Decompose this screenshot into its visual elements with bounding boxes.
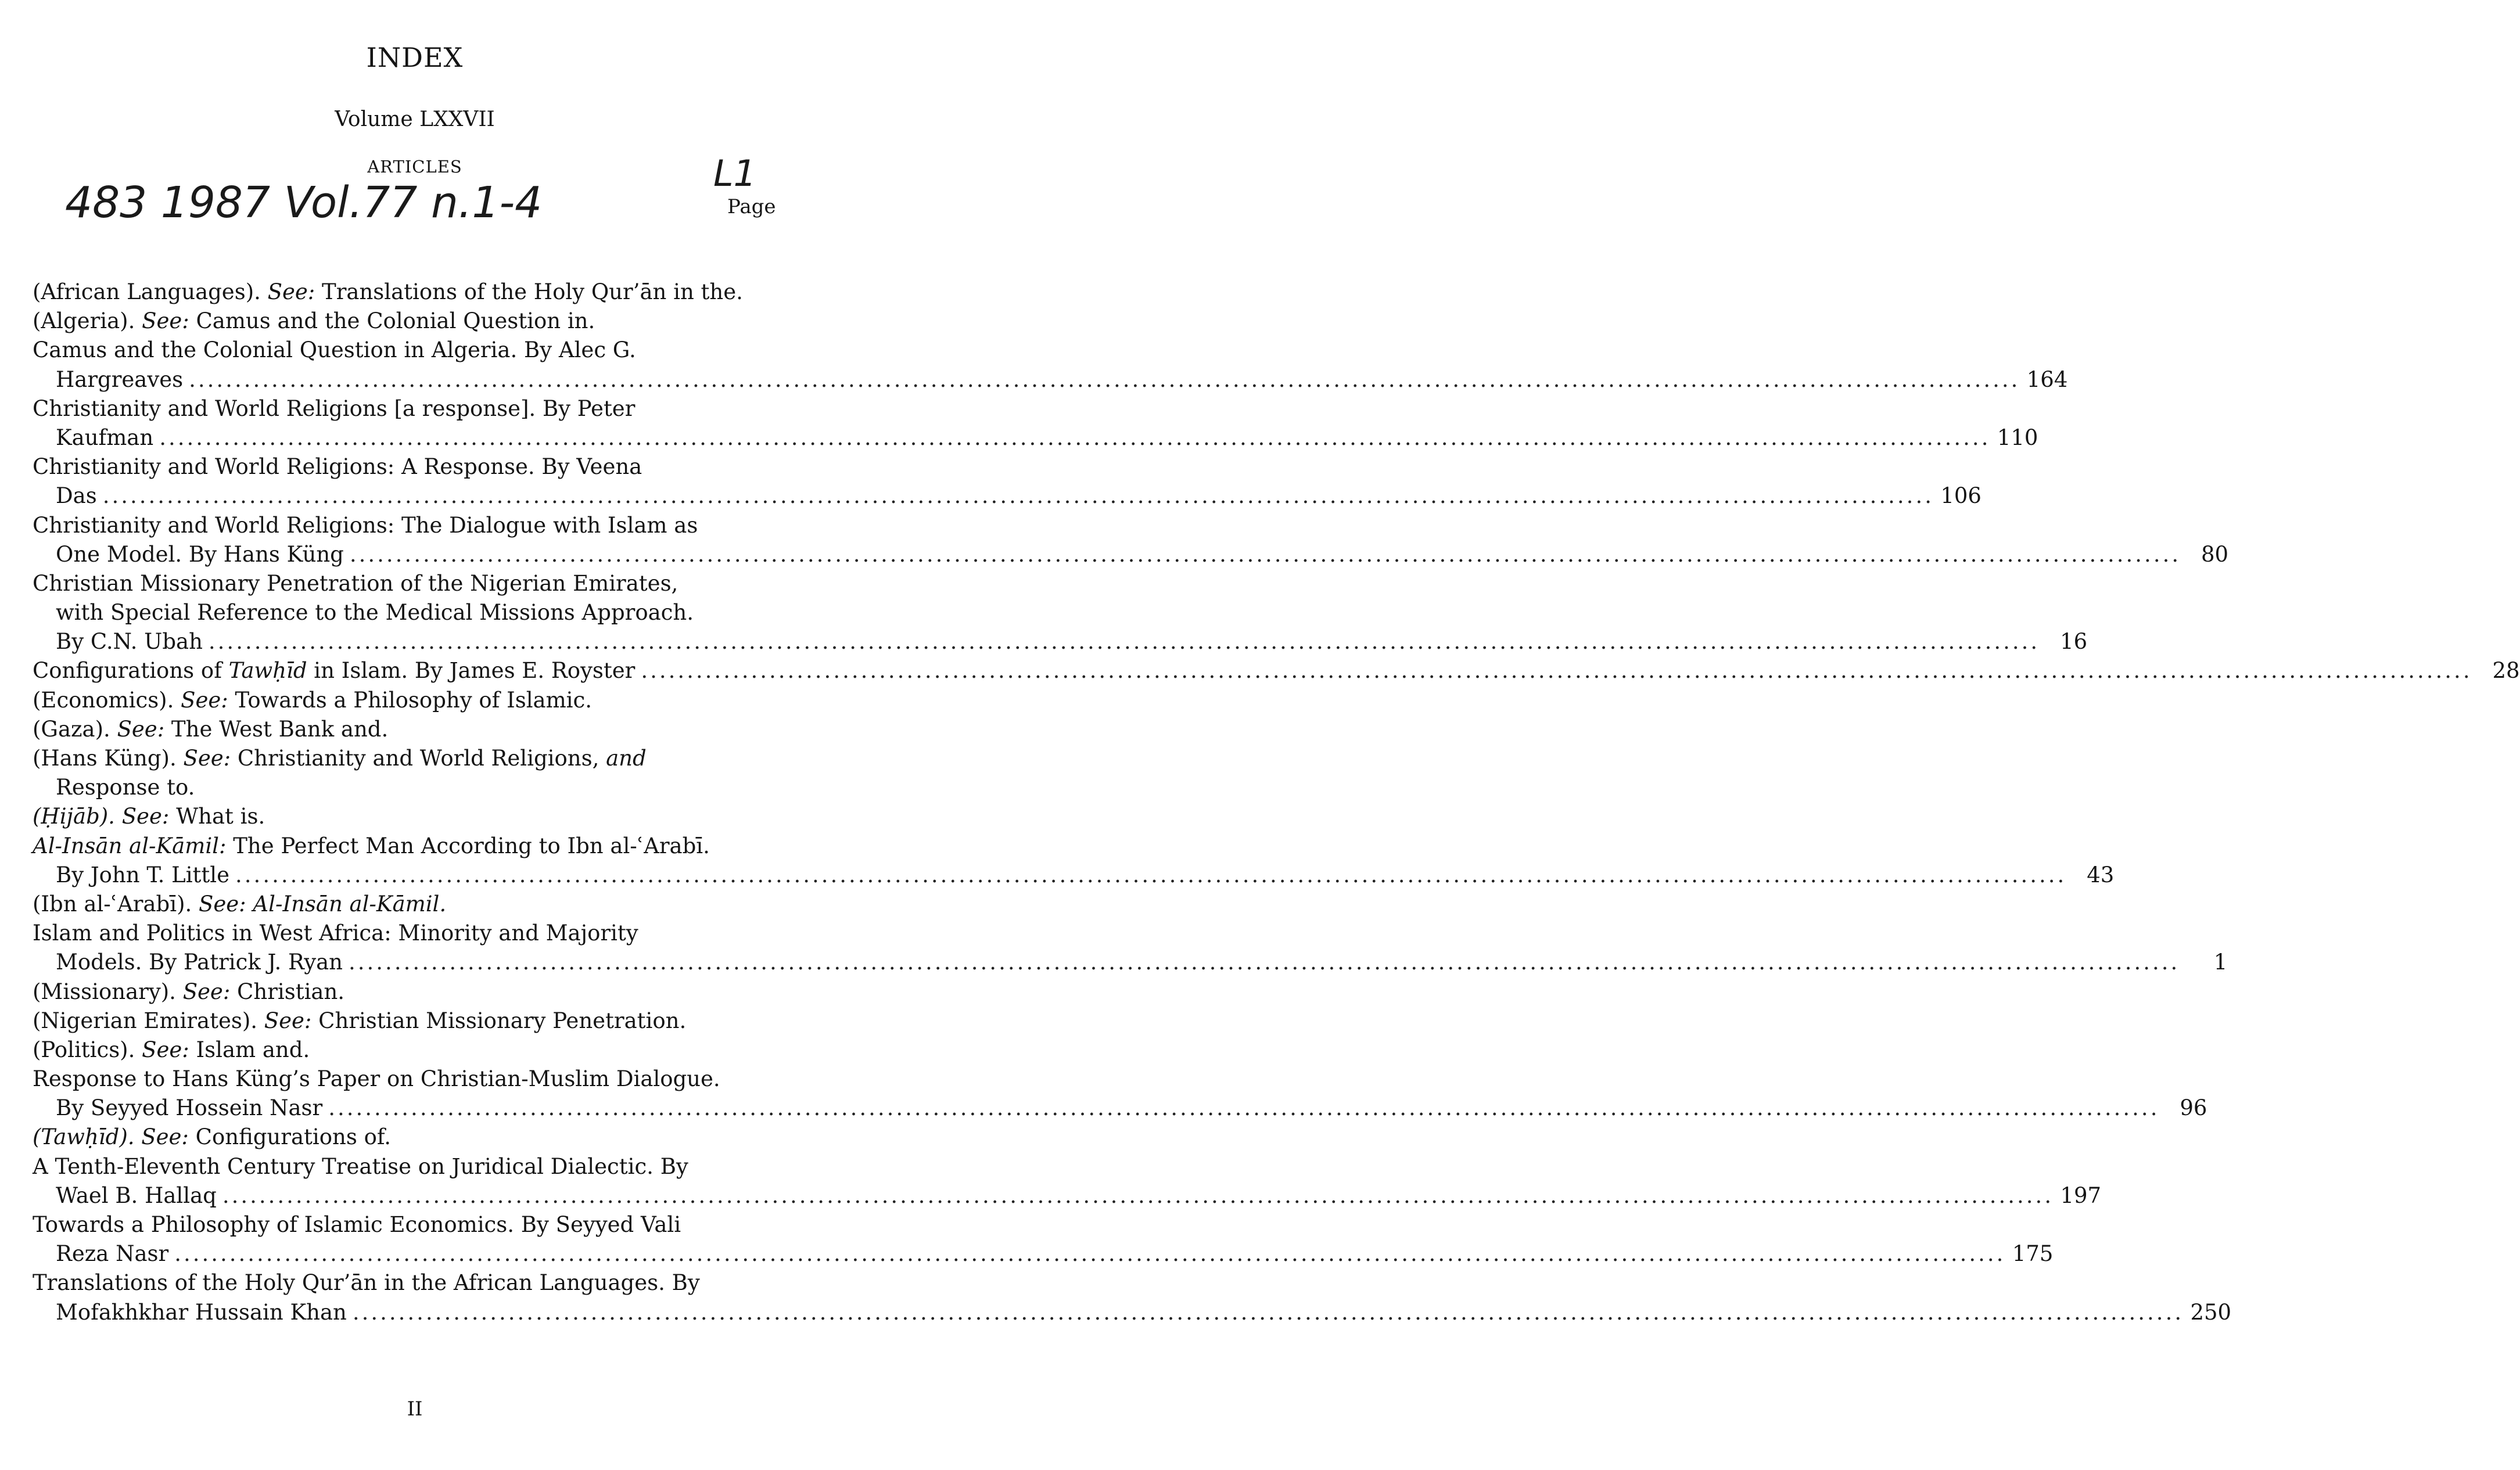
entry-text [33,717,388,742]
entry-segment: Towards a Philosophy of Islamic Economics. By Seyyed Vali [33,1212,681,1237]
index-entry [33,336,2068,394]
dot-leader: ........................................................................................................................................................................................................ [102,483,1934,509]
entry-line [33,744,782,773]
entry-page-number: 164 [2026,366,2068,392]
index-entries [33,278,2520,1327]
entry-text [56,481,97,511]
entry-continuation-line [33,1239,2054,1268]
entry-segment: (Nigerian Emirates). [33,1008,264,1033]
entry-page-number: 16 [2060,629,2088,655]
entry-continuation-line [33,948,2228,977]
index-entry [33,278,782,307]
entry-segment: Islam and Politics in West Africa: Minority and Majority [33,921,638,946]
entry-segment: By C.N. Ubah [56,629,203,655]
entry-text [33,979,344,1004]
entry-text [33,833,710,858]
entry-text [33,454,642,479]
entry-segment: Translations of the Holy Qur’ān in the. [315,279,743,304]
entry-text [56,1181,217,1210]
entry-italic-segment: Tawḥīd [228,658,307,684]
entry-italic-segment: See: Al-Insān al-Kāmil. [199,891,447,916]
index-entry [33,1268,2232,1327]
entry-text [33,1212,681,1237]
entry-text [56,948,343,977]
entry-segment: The Perfect Man According to Ibn al-ʿArabī. [226,833,710,858]
dot-leader: ........................................................................................................................................................................................................ [328,1095,2160,1121]
entry-segment: Hargreaves [56,366,184,392]
entry-line [33,336,782,365]
index-entry [33,977,782,1007]
entry-continuation-line [33,861,2115,890]
entry-segment: (Algeria). [33,308,142,334]
index-entry [33,569,2088,657]
dot-leader: ........................................................................................................................................................................................................ [352,1299,2184,1325]
index-entry [33,1007,782,1036]
entry-line [33,1036,782,1065]
entry-text [33,308,595,333]
index-entry [33,802,782,831]
entry-italic-segment: and [606,746,647,771]
entry-segment: Camus and the Colonial Question in. [189,308,595,334]
entry-page-number: 28 [2492,658,2520,684]
index-title: INDEX [366,42,464,73]
entry-text [33,688,592,713]
entry-italic-segment: See: [182,979,231,1004]
entry-italic-segment: See: [183,746,231,771]
entry-page-number: 96 [2180,1095,2207,1121]
entry-segment: Christianity and World Religions: The Dialogue with Islam as [33,512,698,538]
handwritten-call-number-text: 483 1987 Vol.77 n.1-4 [65,178,543,228]
entry-text [56,861,229,890]
entry-segment: Reza Nasr [56,1241,169,1267]
index-entry [33,744,782,802]
entry-page-number: 250 [2190,1299,2232,1325]
entry-line [33,977,782,1007]
entry-text [33,337,636,362]
entry-segment: A Tenth-Eleventh Century Treatise on Juridical Dialectic. By [33,1153,688,1179]
index-entry [33,394,2038,452]
entry-segment: (Ibn al-ʿArabī). [33,891,199,916]
entry-segment: One Model. By Hans Küng [56,541,344,567]
entry-line [33,1065,782,1094]
entry-continuation-line [33,627,2088,656]
entry-text [33,921,638,946]
entry-segment: Mofakhkhar Hussain Khan [56,1299,347,1325]
dot-leader: ........................................................................................................................................................................................................ [189,366,2020,392]
entry-segment: By Seyyed Hossein Nasr [56,1095,323,1121]
entry-segment: in Islam. By James E. Royster [307,658,636,684]
index-entry [33,656,2520,685]
entry-segment: By John T. Little [56,862,230,887]
entry-text [56,423,153,452]
entry-segment: Das [56,483,97,509]
index-entry [33,452,1981,511]
entry-continuation-line [33,598,782,627]
entry-continuation-line [33,1181,2102,1210]
entry-line [33,656,2520,685]
entry-segment: The West Bank and. [164,716,389,742]
entry-segment: (Hans Küng). [33,746,184,771]
entry-text [33,1270,700,1295]
dot-leader: ........................................................................................................................................................................................................ [349,541,2181,567]
page-number: II [407,1397,423,1421]
entry-italic-segment: See: [264,1008,312,1033]
entry-line [33,802,782,831]
index-entry [33,1065,2207,1123]
entry-segment: Islam and. [189,1037,310,1062]
entry-segment: Camus and the Colonial Question in Algeria. By Alec G. [33,337,636,363]
entry-segment: Christian Missionary Penetration of the Nigerian Emirates, [33,570,679,596]
entry-segment: (Economics). [33,687,181,713]
dot-leader: ........................................................................................................................................................................................................ [159,425,1991,450]
entry-italic-segment: See: [142,1037,189,1062]
handwritten-shelf-mark [710,150,797,196]
index-entry [33,686,782,715]
entry-page-number: 106 [1940,483,1981,509]
entry-italic-segment: Al-Insān al-Kāmil: [33,833,227,858]
entry-continuation-line [33,773,782,802]
entry-line [33,1210,782,1239]
entry-segment: with Special Reference to the Medical Missions Approach. [56,600,694,626]
entry-segment: Models. By Patrick J. Ryan [56,950,343,975]
entry-segment: Wael B. Hallaq [56,1183,217,1208]
entry-line [33,452,782,481]
entry-italic-segment: See: [181,687,228,713]
index-entry [33,1036,782,1065]
entry-page-number: 80 [2201,541,2229,567]
entry-continuation-line [33,1094,2207,1123]
entry-page-number: 43 [2087,862,2115,887]
entry-text [33,1124,391,1149]
entry-text [33,1037,310,1062]
entry-line [33,307,782,336]
dot-leader: ........................................................................................................................................................................................................ [641,658,2472,684]
entry-text [33,1154,688,1179]
entry-segment: Kaufman [56,425,154,450]
entry-segment: Translations of the Holy Qur’ān in the African Languages. By [33,1270,700,1296]
entry-line [33,832,782,861]
entry-page-number: 175 [2012,1241,2054,1267]
entry-line [33,1007,782,1036]
entry-text [33,571,678,596]
entry-text [33,804,265,829]
entry-text [33,656,635,685]
index-entry [33,511,2229,569]
volume-label: Volume LXXVII [335,107,495,131]
entry-line [33,569,782,598]
entry-line [33,715,782,744]
dot-leader: ........................................................................................................................................................................................................ [208,629,2040,655]
entry-line [33,511,782,540]
entry-continuation-line [33,423,2038,452]
index-entry [33,1123,782,1152]
entry-text [33,1008,686,1033]
entry-text [56,600,694,625]
entry-text [56,365,183,394]
entry-segment: Configurations of. [188,1124,391,1150]
entry-text [33,892,446,916]
entry-segment: Towards a Philosophy of Islamic. [228,687,593,713]
entry-segment: Christianity and World Religions [a response]. By Peter [33,396,636,421]
entry-page-number: 1 [2213,950,2228,975]
entry-segment: (Missionary). [33,979,183,1004]
index-entry [33,1152,2102,1210]
entry-text [33,513,698,538]
entry-line [33,1152,782,1181]
entry-segment: Response to. [56,775,195,800]
index-entry [33,832,2115,890]
entry-italic-segment: See: [267,279,315,304]
entry-continuation-line [33,1298,2232,1327]
entry-text [33,279,743,304]
dot-leader: ........................................................................................................................................................................................................ [349,950,2180,975]
entry-italic-segment: See: [117,716,165,742]
entry-text [56,627,203,656]
dot-leader: ........................................................................................................................................................................................................ [174,1241,2006,1267]
entry-italic-segment: See: [142,308,189,334]
entry-text [56,540,344,569]
entry-text [56,775,195,800]
entry-continuation-line [33,481,1981,511]
entry-segment: (Gaza). [33,716,117,742]
entry-page-number: 110 [1997,425,2038,450]
entry-page-number: 197 [2060,1183,2102,1208]
entry-line [33,919,782,948]
entry-segment: Response to Hans Küng’s Paper on Christian-Muslim Dialogue. [33,1066,720,1092]
entry-italic-segment: (Tawḥīd). See: [33,1124,189,1150]
dot-leader: ........................................................................................................................................................................................................ [235,862,2067,887]
index-entry [33,919,2228,977]
entry-segment: Christianity and World Religions, [231,746,606,771]
entry-line [33,890,782,919]
dot-leader: ........................................................................................................................................................................................................ [222,1183,2054,1208]
entry-segment: What is. [169,804,265,829]
entry-text [56,1094,322,1123]
entry-line [33,686,782,715]
entry-segment: (African Languages). [33,279,268,304]
page-column-label: Page [727,195,776,218]
handwritten-call-number [65,170,681,233]
entry-text [33,1066,720,1091]
entry-segment: Christian Missionary Penetration. [311,1008,687,1033]
index-entry [33,890,782,919]
entry-segment: (Politics). [33,1037,142,1062]
entry-segment: Configurations of [33,658,229,684]
index-entry [33,307,782,336]
index-entry [33,1210,2054,1268]
entry-text [56,1239,168,1268]
entry-italic-segment: (Ḥijāb). See: [33,804,170,829]
entry-line [33,278,782,307]
entry-continuation-line [33,365,2068,394]
handwritten-shelf-mark-text: L1 [713,152,756,195]
entry-text [33,746,647,771]
index-entry [33,715,782,744]
entry-text [33,396,635,421]
entry-segment: Christianity and World Religions: A Response. By Veena [33,454,642,480]
entry-line [33,1123,782,1152]
entry-line [33,394,782,423]
section-heading: ARTICLES [367,157,462,177]
entry-text [56,1298,347,1327]
entry-segment: Christian. [230,979,345,1004]
entry-line [33,1268,782,1298]
entry-continuation-line [33,540,2229,569]
